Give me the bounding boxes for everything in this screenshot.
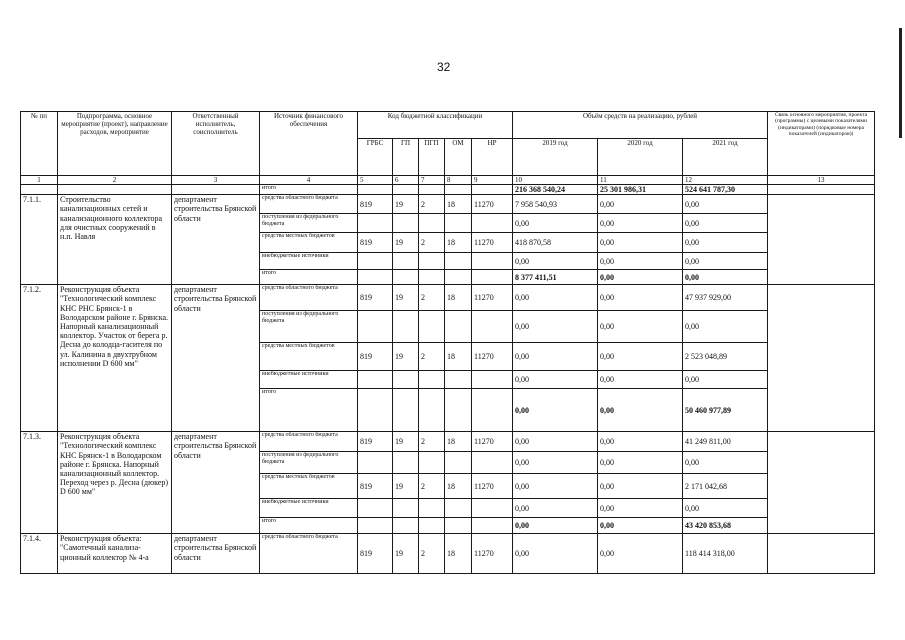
row-number: 7.1.4. bbox=[21, 534, 58, 574]
code-gp: 19 bbox=[393, 432, 419, 452]
header-pgp: ПГП bbox=[419, 139, 445, 176]
amount-2021: 43 420 853,68 bbox=[683, 518, 768, 534]
code-gp: 19 bbox=[393, 534, 419, 574]
row-number: 7.1.1. bbox=[21, 195, 58, 285]
col-number: 4 bbox=[260, 176, 358, 185]
amount-2019: 0,00 bbox=[513, 214, 598, 233]
amount-2020: 0,00 bbox=[598, 499, 683, 518]
source-label: итого bbox=[260, 389, 358, 432]
responsible-executor: департамент строительства Брянской области bbox=[172, 285, 260, 432]
code-om: 18 bbox=[445, 432, 472, 452]
amount-2020: 0,00 bbox=[598, 195, 683, 214]
code-np: 11270 bbox=[472, 534, 513, 574]
amount-2020: 0,00 bbox=[598, 534, 683, 574]
col-number: 3 bbox=[172, 176, 260, 185]
code-pgp: 2 bbox=[419, 233, 445, 253]
amount-2019: 0,00 bbox=[513, 389, 598, 432]
code-om: 18 bbox=[445, 534, 472, 574]
code-np: 11270 bbox=[472, 233, 513, 253]
amount-2020: 0,00 bbox=[598, 432, 683, 452]
source-label: итого bbox=[260, 270, 358, 285]
header-volume: Объём средств на реализацию, рублей bbox=[513, 112, 768, 139]
total-2019: 216 368 540,24 bbox=[513, 185, 598, 195]
page-number: 32 bbox=[437, 60, 451, 74]
amount-2021: 2 171 042,68 bbox=[683, 474, 768, 499]
code-om: 18 bbox=[445, 233, 472, 253]
amount-2021: 118 414 318,00 bbox=[683, 534, 768, 574]
amount-2019: 0,00 bbox=[513, 311, 598, 343]
source-label: итого bbox=[260, 185, 358, 195]
header-budget-code: Код бюджетной классификации bbox=[358, 112, 513, 139]
row-number: 7.1.2. bbox=[21, 285, 58, 432]
code-np: 11270 bbox=[472, 474, 513, 499]
amount-2020: 0,00 bbox=[598, 214, 683, 233]
code-np: 11270 bbox=[472, 285, 513, 311]
amount-2021: 0,00 bbox=[683, 311, 768, 343]
header-np: НР bbox=[472, 139, 513, 176]
code-om: 18 bbox=[445, 195, 472, 214]
header-om: ОМ bbox=[445, 139, 472, 176]
code-grbs: 819 bbox=[358, 195, 393, 214]
header-indicator-link: Связь основного мероприятия, проекта (программы) с целевыми показателями (индикаторами) (порядковые номера показателей (индикаторов)) bbox=[768, 112, 875, 176]
measure-name: Реконструкция объекта "Технологический комплекс КНС РНС Брянск-1 в Володарском районе г. Брянска. Напорный канализационный коллектор. Участок от берега р. Десна до колодца-гасителя по ул. Калинина в двухтрубном исполнении D 600 мм" bbox=[58, 285, 172, 432]
col-number: 5 bbox=[358, 176, 393, 185]
source-label: внебюджетные источники bbox=[260, 499, 358, 518]
code-om: 18 bbox=[445, 474, 472, 499]
amount-2021: 47 937 929,00 bbox=[683, 285, 768, 311]
amount-2019: 0,00 bbox=[513, 518, 598, 534]
amount-2021: 0,00 bbox=[683, 270, 768, 285]
code-grbs: 819 bbox=[358, 534, 393, 574]
measure-name: Строительство канализационных сетей и канализационного коллектора для очистных сооружений в н.п. Навля bbox=[58, 195, 172, 285]
header-no: № пп bbox=[21, 112, 58, 176]
header-program: Подпрограмма, основное мероприятие (проект), направление расходов, мероприятие bbox=[58, 112, 172, 176]
amount-2021: 0,00 bbox=[683, 452, 768, 474]
amount-2020: 0,00 bbox=[598, 253, 683, 270]
amount-2019: 0,00 bbox=[513, 285, 598, 311]
amount-2019: 8 377 411,51 bbox=[513, 270, 598, 285]
col-number: 6 bbox=[393, 176, 419, 185]
code-pgp: 2 bbox=[419, 534, 445, 574]
col-number: 2 bbox=[58, 176, 172, 185]
code-pgp: 2 bbox=[419, 195, 445, 214]
code-grbs: 819 bbox=[358, 285, 393, 311]
code-pgp: 2 bbox=[419, 343, 445, 371]
amount-2020: 0,00 bbox=[598, 311, 683, 343]
amount-2021: 41 249 811,00 bbox=[683, 432, 768, 452]
amount-2020: 0,00 bbox=[598, 474, 683, 499]
code-om: 18 bbox=[445, 343, 472, 371]
measure-name: Реконструкция объекта "Технологический комплекс КНС Брянск-1 в Володарском районе г. Брянска. Напорный канализационный коллектор. Переход через р. Десна (дюкер) D 600 мм" bbox=[58, 432, 172, 534]
code-gp: 19 bbox=[393, 195, 419, 214]
amount-2021: 0,00 bbox=[683, 499, 768, 518]
source-label: средства областного бюджета bbox=[260, 195, 358, 214]
col-number: 1 bbox=[21, 176, 58, 185]
code-grbs: 819 bbox=[358, 343, 393, 371]
source-label: средства местных бюджетов bbox=[260, 233, 358, 253]
code-np: 11270 bbox=[472, 195, 513, 214]
code-gp: 19 bbox=[393, 233, 419, 253]
amount-2021: 2 523 048,89 bbox=[683, 343, 768, 371]
amount-2019: 0,00 bbox=[513, 452, 598, 474]
source-label: средства областного бюджета bbox=[260, 534, 358, 574]
amount-2019: 0,00 bbox=[513, 474, 598, 499]
responsible-executor: департамент строительства Брянской области bbox=[172, 195, 260, 285]
amount-2020: 0,00 bbox=[598, 270, 683, 285]
amount-2019: 0,00 bbox=[513, 253, 598, 270]
amount-2019: 418 870,58 bbox=[513, 233, 598, 253]
code-pgp: 2 bbox=[419, 474, 445, 499]
amount-2021: 0,00 bbox=[683, 233, 768, 253]
code-gp: 19 bbox=[393, 343, 419, 371]
amount-2020: 0,00 bbox=[598, 233, 683, 253]
col-number: 10 bbox=[513, 176, 598, 185]
amount-2019: 0,00 bbox=[513, 371, 598, 389]
source-label: средства областного бюджета bbox=[260, 285, 358, 311]
header-2020: 2020 год bbox=[598, 139, 683, 176]
amount-2020: 0,00 bbox=[598, 285, 683, 311]
amount-2019: 0,00 bbox=[513, 499, 598, 518]
source-label: средства местных бюджетов bbox=[260, 343, 358, 371]
amount-2021: 0,00 bbox=[683, 371, 768, 389]
program-funding-table bbox=[20, 111, 875, 574]
total-2021: 524 641 787,30 bbox=[683, 185, 768, 195]
amount-2020: 0,00 bbox=[598, 518, 683, 534]
col-number: 11 bbox=[598, 176, 683, 185]
header-2019: 2019 год bbox=[513, 139, 598, 176]
amount-2019: 0,00 bbox=[513, 432, 598, 452]
amount-2020: 0,00 bbox=[598, 452, 683, 474]
source-label: итого bbox=[260, 518, 358, 534]
scan-edge-mark bbox=[899, 28, 902, 138]
amount-2019: 7 958 540,93 bbox=[513, 195, 598, 214]
amount-2021: 50 460 977,89 bbox=[683, 389, 768, 432]
amount-2021: 0,00 bbox=[683, 253, 768, 270]
col-number: 7 bbox=[419, 176, 445, 185]
source-label: поступления из федерального бюджета bbox=[260, 214, 358, 233]
code-om: 18 bbox=[445, 285, 472, 311]
source-label: средства местных бюджетов bbox=[260, 474, 358, 499]
source-label: внебюджетные источники bbox=[260, 253, 358, 270]
source-label: средства областного бюджета bbox=[260, 432, 358, 452]
responsible-executor: департамент строительства Брянской области bbox=[172, 432, 260, 534]
code-np: 11270 bbox=[472, 432, 513, 452]
amount-2021: 0,00 bbox=[683, 214, 768, 233]
amount-2019: 0,00 bbox=[513, 343, 598, 371]
header-gp: ГП bbox=[393, 139, 419, 176]
col-number: 9 bbox=[472, 176, 513, 185]
code-pgp: 2 bbox=[419, 432, 445, 452]
source-label: внебюджетные источники bbox=[260, 371, 358, 389]
amount-2020: 0,00 bbox=[598, 343, 683, 371]
amount-2020: 0,00 bbox=[598, 389, 683, 432]
header-grbs: ГРБС bbox=[358, 139, 393, 176]
code-gp: 19 bbox=[393, 285, 419, 311]
code-grbs: 819 bbox=[358, 233, 393, 253]
col-number: 13 bbox=[768, 176, 875, 185]
amount-2020: 0,00 bbox=[598, 371, 683, 389]
header-responsible: Ответственный исполнитель, соисполнитель bbox=[172, 112, 260, 176]
code-np: 11270 bbox=[472, 343, 513, 371]
code-grbs: 819 bbox=[358, 432, 393, 452]
total-2020: 25 301 986,31 bbox=[598, 185, 683, 195]
amount-2019: 0,00 bbox=[513, 534, 598, 574]
col-number: 12 bbox=[683, 176, 768, 185]
row-number: 7.1.3. bbox=[21, 432, 58, 534]
responsible-executor: департамент строительства Брянской области bbox=[172, 534, 260, 574]
code-gp: 19 bbox=[393, 474, 419, 499]
header-2021: 2021 год bbox=[683, 139, 768, 176]
source-label: поступления из федерального бюджета bbox=[260, 452, 358, 474]
measure-name: Реконструкция объекта: "Самотечный канализа- ционный коллектор № 4-а bbox=[58, 534, 172, 574]
amount-2021: 0,00 bbox=[683, 195, 768, 214]
source-label: поступления из федерального бюджета bbox=[260, 311, 358, 343]
col-number: 8 bbox=[445, 176, 472, 185]
header-sources: Источник финансового обеспечения bbox=[260, 112, 358, 176]
code-pgp: 2 bbox=[419, 285, 445, 311]
code-grbs: 819 bbox=[358, 474, 393, 499]
